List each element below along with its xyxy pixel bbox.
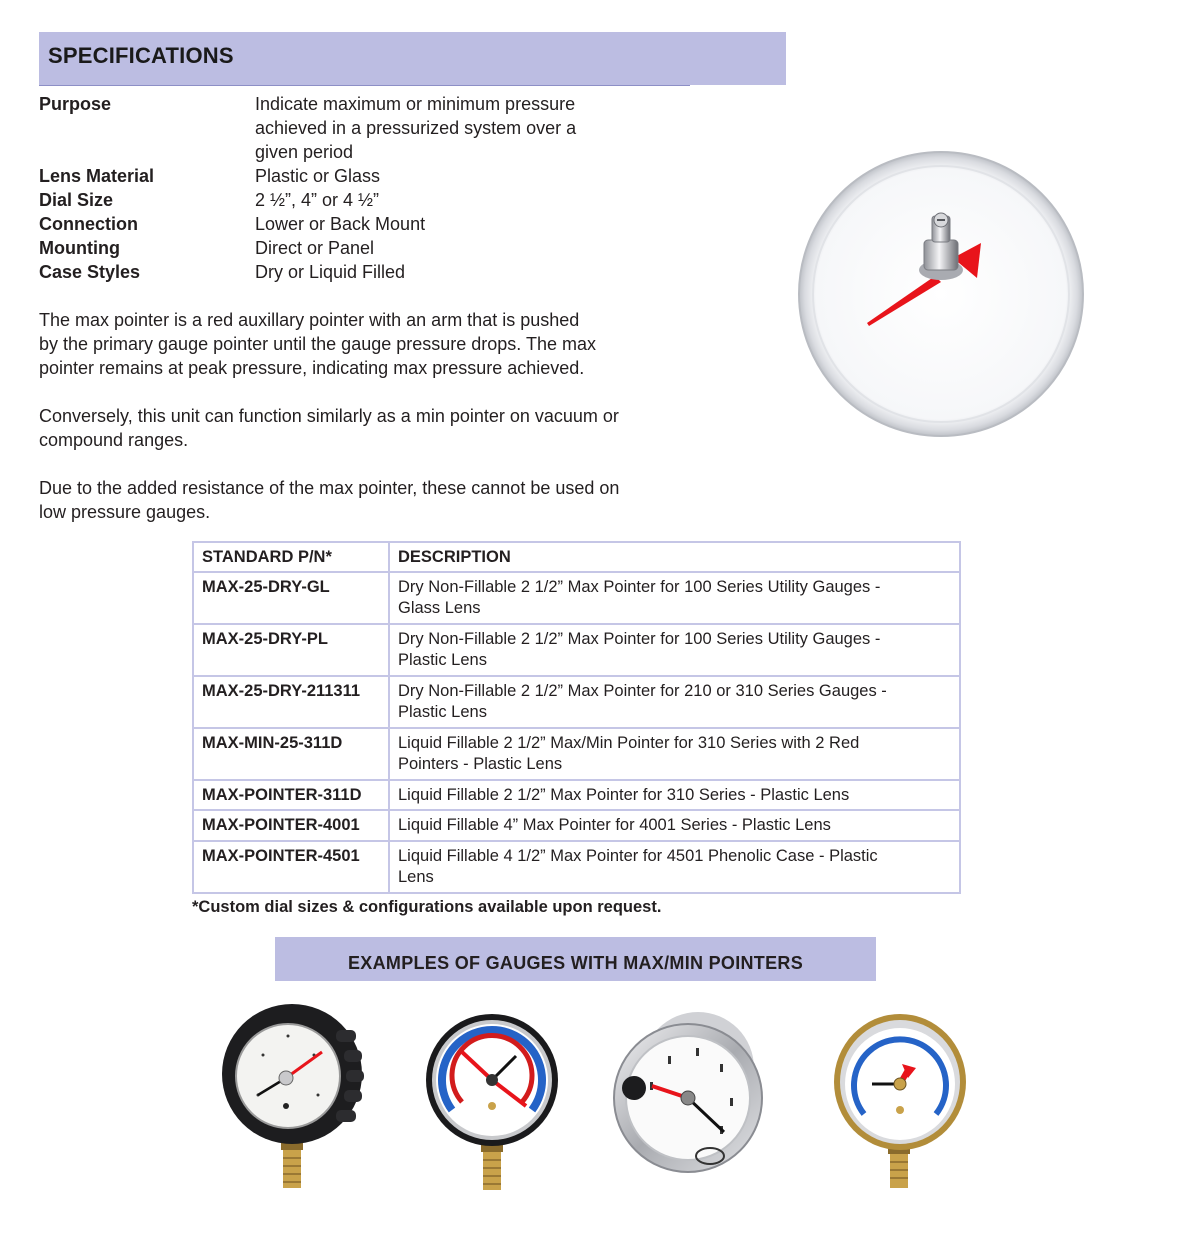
description-line: Dry Non-Fillable 2 1/2” Max Pointer for 100 Series Utility Gauges - xyxy=(398,629,881,648)
spec-value-line: given period xyxy=(255,142,354,162)
examples-header: EXAMPLES OF GAUGES WITH MAX/MIN POINTERS xyxy=(275,937,876,981)
paragraph-line: Due to the added resistance of the max pointer, these cannot be used on xyxy=(39,478,620,498)
description-line: Plastic Lens xyxy=(398,703,487,721)
part-description xyxy=(389,728,960,780)
spec-label: Lens Material xyxy=(39,166,155,186)
description-line: Pointers - Plastic Lens xyxy=(398,755,563,773)
table-row xyxy=(193,728,960,780)
part-description xyxy=(389,841,960,893)
description-line: Dry Non-Fillable 2 1/2” Max Pointer for 100 Series Utility Gauges - xyxy=(398,577,881,596)
gauge-example-rubber-boot xyxy=(218,1000,366,1192)
spec-label: Purpose xyxy=(39,94,112,114)
part-description xyxy=(389,676,960,728)
spec-row-dial-size xyxy=(39,188,635,212)
specifications-header: SPECIFICATIONS xyxy=(39,32,786,85)
paragraph-line: The max pointer is a red auxillary pointer with an arm that is pushed xyxy=(39,310,580,330)
description-line: Liquid Fillable 2 1/2” Max/Min Pointer for 310 Series with 2 Red xyxy=(398,733,860,752)
description-line: Lens xyxy=(398,868,434,886)
spec-label: Case Styles xyxy=(39,262,141,282)
gauge-example-blue-dial xyxy=(422,1012,562,1192)
spec-value: Direct or Panel xyxy=(255,238,375,258)
spec-row-connection xyxy=(39,212,635,236)
description-line: Liquid Fillable 4 1/2” Max Pointer for 4501 Phenolic Case - Plastic xyxy=(398,846,878,865)
spec-row-case-styles xyxy=(39,260,635,284)
spec-row-purpose xyxy=(39,92,635,164)
part-number: MAX-25-DRY-GL xyxy=(193,572,389,624)
part-description xyxy=(389,780,960,811)
spec-label: Mounting xyxy=(39,238,120,258)
specifications-list xyxy=(39,92,635,284)
spec-value: Lower or Back Mount xyxy=(255,214,426,234)
paragraph-line: pointer remains at peak pressure, indicating max pressure achieved. xyxy=(39,358,585,378)
part-description xyxy=(389,572,960,624)
part-number: MAX-MIN-25-311D xyxy=(193,728,389,780)
spec-value xyxy=(255,92,635,164)
paragraph-line: Conversely, this unit can function similarly as a min pointer on vacuum or xyxy=(39,406,619,426)
table-row xyxy=(193,572,960,624)
part-description xyxy=(389,624,960,676)
gauge-example-brass-liquid xyxy=(828,1012,972,1192)
description-line: Plastic Lens xyxy=(398,651,487,669)
table-row xyxy=(193,841,960,893)
description-paragraph-1 xyxy=(39,308,699,380)
column-header-description: DESCRIPTION xyxy=(389,542,960,572)
spec-value: 2 ½”, 4” or 4 ½” xyxy=(255,190,380,210)
table-header-row xyxy=(193,542,960,572)
paragraph-line: compound ranges. xyxy=(39,430,189,450)
description-line: Liquid Fillable 4” Max Pointer for 4001 Series - Plastic Lens xyxy=(398,816,831,834)
description-paragraph-3 xyxy=(39,476,699,524)
description-paragraph-2 xyxy=(39,404,699,452)
table-row xyxy=(193,676,960,728)
spec-label: Dial Size xyxy=(39,190,114,210)
table-row xyxy=(193,780,960,811)
header-divider xyxy=(39,85,690,86)
spec-value: Plastic or Glass xyxy=(255,166,381,186)
part-number: MAX-25-DRY-PL xyxy=(193,624,389,676)
spec-row-lens-material xyxy=(39,164,635,188)
description-line: Liquid Fillable 2 1/2” Max Pointer for 310 Series - Plastic Lens xyxy=(398,785,850,804)
part-number: MAX-POINTER-311D xyxy=(193,780,389,811)
column-header-pn: STANDARD P/N* xyxy=(193,542,389,572)
footnote: *Custom dial sizes & configurations available upon request. xyxy=(192,898,662,916)
table-row xyxy=(193,624,960,676)
part-description xyxy=(389,810,960,841)
paragraph-line: by the primary gauge pointer until the gauge pressure drops. The max xyxy=(39,334,596,354)
table-row xyxy=(193,810,960,841)
parts-table xyxy=(192,541,961,894)
spec-label: Connection xyxy=(39,214,138,234)
description-line: Glass Lens xyxy=(398,599,481,617)
gauge-example-stainless xyxy=(612,1008,772,1200)
part-number: MAX-POINTER-4001 xyxy=(193,810,389,841)
spec-value: Dry or Liquid Filled xyxy=(255,262,406,282)
description-line: Dry Non-Fillable 2 1/2” Max Pointer for 210 or 310 Series Gauges - xyxy=(398,681,887,700)
paragraph-line: low pressure gauges. xyxy=(39,502,211,522)
max-pointer-lens-image xyxy=(795,148,1087,440)
spec-value-line: Indicate maximum or minimum pressure xyxy=(255,94,576,114)
spec-value-line: achieved in a pressurized system over a xyxy=(255,118,577,138)
part-number: MAX-POINTER-4501 xyxy=(193,841,389,893)
spec-row-mounting xyxy=(39,236,635,260)
part-number: MAX-25-DRY-211311 xyxy=(193,676,389,728)
